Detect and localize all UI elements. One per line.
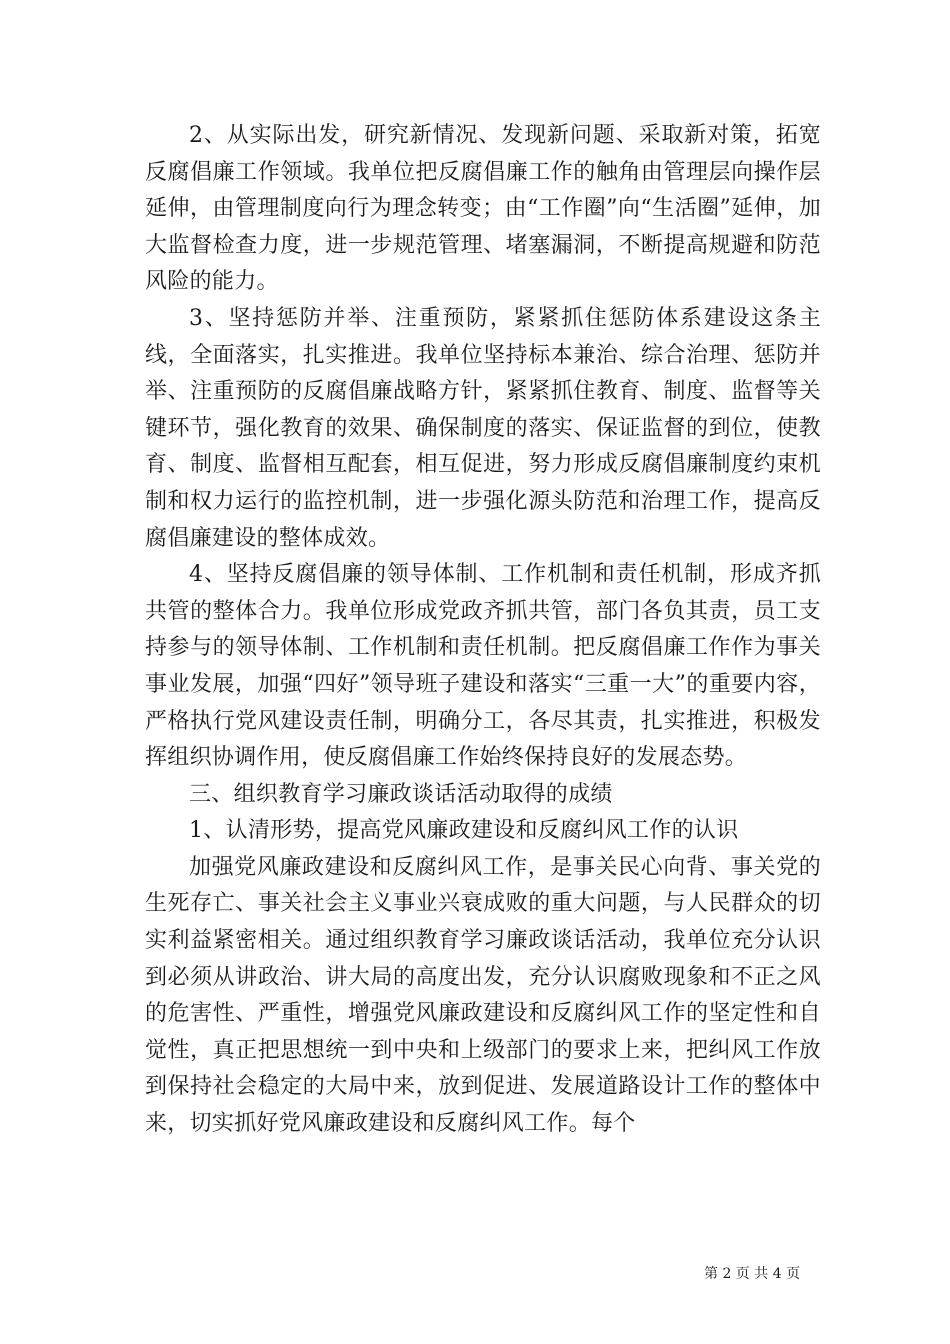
document-body xyxy=(145,118,821,1143)
paragraph-point-3: 3、坚持惩防并举、注重预防，紧紧抓住惩防体系建设这条主线，全面落实，扎实推进。我单位坚持标本兼治、综合治理、惩防并举、注重预防的反腐倡廉战略方针，紧紧抓住教育、制度、监督等关键环节，强化教育的效果、确保制度的落实、保证监督的到位，使教育、制度、监督相互配套，相互促进，努力形成反腐倡廉制度约束机制和权力运行的监控机制，进一步强化源头防范和治理工作，提高反腐倡廉建设的整体成效。 xyxy=(145,305,821,551)
paragraph-body: 加强党风廉政建设和反腐纠风工作，是事关民心向背、事关党的生死存亡、事关社会主义事业兴衰成败的重大问题，与人民群众的切实利益紧密相关。通过组织教育学习廉政谈话活动，我单位充分认识到必须从讲政治、讲大局的高度出发，充分认识腐败现象和不正之风的危害性、严重性，增强党风廉政建设和反腐纠风工作的坚定性和自觉性，真正把思想统一到中央和上级部门的要求上来，把纠风工作放到保持社会稳定的大局中来，放到促进、发展道路设计工作的整体中来，切实抓好党风廉政建设和反腐纠风工作。每个 xyxy=(145,854,821,1137)
subheading-1: 1、认清形势，提高党风廉政建设和反腐纠风工作的认识 xyxy=(189,818,739,844)
paragraph-point-2: 2、从实际出发，研究新情况、发现新问题、采取新对策，拓宽反腐倡廉工作领域。我单位把反腐倡廉工作的触角由管理层向操作层延伸，由管理制度向行为理念转变；由“工作圈”向“生活圈”延伸，加大监督检查力度，进一步规范管理、堵塞漏洞，不断提高规避和防范风险的能力。 xyxy=(145,123,821,295)
paragraph-point-4: 4、坚持反腐倡廉的领导体制、工作机制和责任机制，形成齐抓共管的整体合力。我单位形成党政齐抓共管，部门各负其责，员工支持参与的领导体制、工作机制和责任机制。把反腐倡廉工作作为事关事业发展，加强“四好”领导班子建设和落实“三重一大”的重要内容，严格执行党风建设责任制，明确分工，各尽其责，扎实推进，积极发挥组织协调作用，使反腐倡廉工作始终保持良好的发展态势。 xyxy=(145,562,821,771)
section-heading-3: 三、组织教育学习廉政谈话活动取得的成绩 xyxy=(189,781,613,807)
page-number: 第 2 页 共 4 页 xyxy=(704,1266,801,1282)
